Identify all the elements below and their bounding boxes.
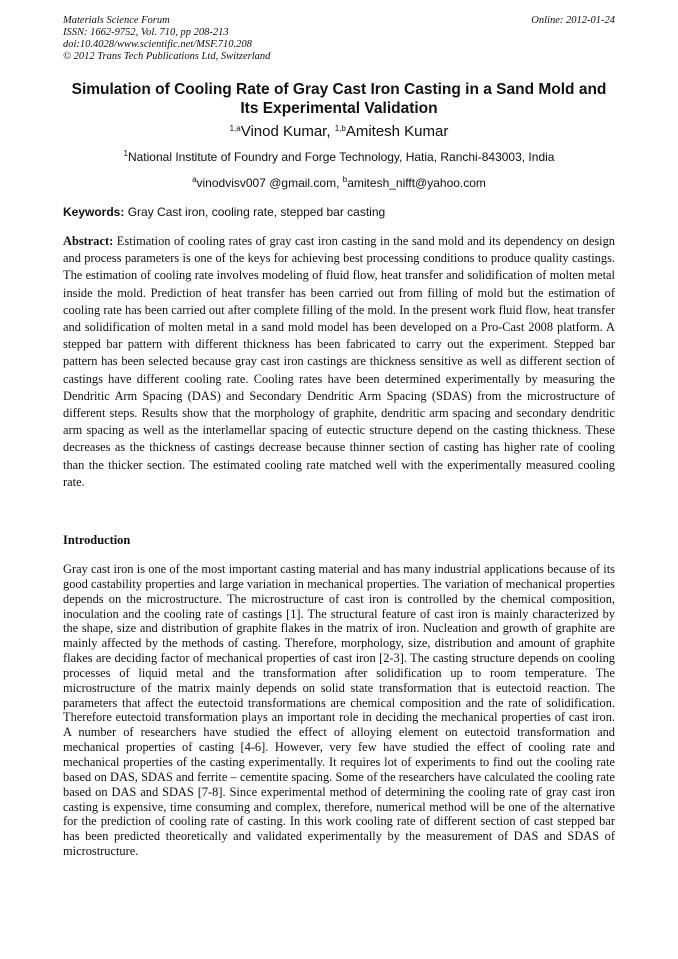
author-separator: , <box>326 123 335 140</box>
keywords-label: Keywords: <box>63 205 125 219</box>
journal-info <box>63 15 423 63</box>
author-1-name: Vinod Kumar <box>240 123 327 140</box>
abstract-text: Estimation of cooling rates of gray cast iron casting in the sand mold and its dependency on design and process parameters is one of the keys for achieving best processing conditions to produce quality castings. The estimation of cooling rate involves modeling of fluid flow, heat transfer and solidification of molten metal inside the mold. Prediction of heat transfer has been carried out from filling of mold but the estimation of cooling rate has been carried out after complete filling of the mold. In the present work fluid flow, heat transfer and solidification of molten metal in a sand mold model has been developed on a Pro-Cast 2008 platform. A stepped bar pattern with different thickness has been fabricated to carry out the experiment. Stepped bar pattern has been selected because gray cast iron castings are thickness sensitive as well as different section of castings have different cooling rate. Cooling rates have been determined experimentally by measuring the Dendritic Arm Spacing (DAS) and Secondary Dendritic Arm Spacing (SDAS) from the microstructure of different steps. Results show that the morphology of graphite, dendritic arm spacing and secondary dendritic arm spacing as well as the interlamellar spacing of eutectic structure depend on the casting thickness. These decreases as the thickness of castings decrease because thinner section of casting has higher rate of cooling than the thicker section. The estimated cooling rate matched well with the experimentally measured cooling rate. <box>63 234 615 489</box>
introduction-text: Gray cast iron is one of the most important casting material and has many industrial applications because of its good castability properties and large variation in mechanical properties. The variation of mechanical properties depends on the microstructure. The microstructure of cast iron is controlled by the chemical composition, inoculation and the cooling rate of castings [1]. The structural feature of cast iron is mainly characterized by the shape, size and distribution of graphite flakes in the matrix of iron. Nucleation and growth of graphite are mainly affected by the methods of casting. Therefore, morphology, size, distribution and amount of graphite flakes are deciding factor of mechanical properties of cast iron [2-3]. The casting structure depends on cooling processes of liquid metal and the transformation after solidification up to room temperature. The microstructure of the matrix mainly depends on solid state transformation that is eutectoid reaction. The parameters that affect the eutectoid transformations are chemical composition and the rate of solidification. Therefore eutectoid transformation plays an important role in deciding the mechanical properties of cast iron. A number of researchers have studied the effect of alloying element on eutectoid transformation and mechanical properties of casting [4-6]. However, very few have studied the effect of cooling rate and mechanical properties of the casting experimentally. It requires lot of experiments to find out the cooling rate based on DAS, SDAS and ferrite – cementite spacing. Some of the researchers have calculated the cooling rate based on DAS and SDAS [7-8]. Since experimental method of determining the cooling rate of gray cast iron casting is expensive, time consuming and complex, therefore, numerical method will be one of the alternative for the prediction of cooling rate of casting. In this work cooling rate of different section of cast stepped bar has been predicted theoretically and validated experimentally by the measurement of DAS and SDAS of microstructure. <box>63 562 615 859</box>
affiliation-superscript: 1 <box>123 149 128 158</box>
author-2-superscript: 1,b <box>334 124 346 133</box>
journal-name: Materials Science Forum <box>63 15 170 26</box>
keywords <box>63 204 615 220</box>
keywords-text: Gray Cast iron, cooling rate, stepped bar casting <box>127 205 386 219</box>
doi-line: doi:10.4028/www.scientific.net/MSF.710.208 <box>63 39 252 50</box>
affiliation <box>63 149 615 165</box>
abstract-label: Abstract: <box>63 234 114 248</box>
affiliation-text: National Institute of Foundry and Forge Technology, Hatia, Ranchi-843003, India <box>127 150 555 164</box>
issn-line: ISSN: 1662-9752, Vol. 710, pp 208-213 <box>63 27 229 38</box>
email-1[interactable]: vinodvisv007 @gmail.com <box>196 176 337 190</box>
author-2-name: Amitesh Kumar <box>345 123 449 140</box>
abstract <box>63 233 615 491</box>
copyright-line: © 2012 Trans Tech Publications Ltd, Switzerland <box>63 51 271 62</box>
paper-title: Simulation of Cooling Rate of Gray Cast Iron Casting in a Sand Mold and Its Experimental Validation <box>71 81 607 117</box>
email-list <box>63 175 615 191</box>
introduction-heading: Introduction <box>63 533 131 547</box>
online-date: Online: 2012-01-24 <box>531 15 615 26</box>
email-2-superscript: b <box>342 175 348 184</box>
author-list <box>63 122 615 142</box>
email-separator: , <box>336 176 343 190</box>
author-1-superscript: 1,a <box>229 124 241 133</box>
email-2[interactable]: amitesh_nifft@yahoo.com <box>347 176 486 190</box>
email-1-superscript: a <box>192 175 197 184</box>
